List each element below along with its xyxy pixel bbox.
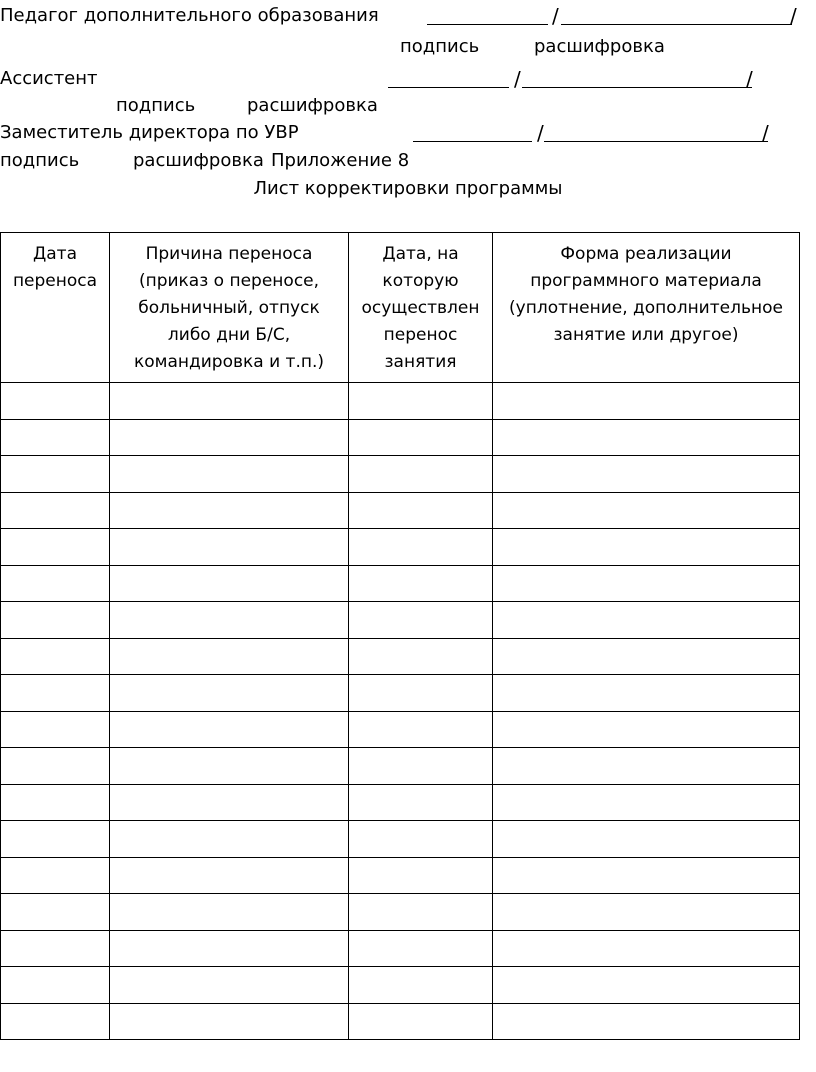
decoding-line-assistant <box>522 87 752 88</box>
role-deputy-director: Заместитель директора по УВР <box>0 122 299 143</box>
cell-transfer-reason <box>110 1003 349 1040</box>
cell-transfer-date <box>1 930 110 967</box>
cell-transfer-reason <box>110 419 349 456</box>
cell-implementation-form <box>493 711 800 748</box>
table-row <box>1 383 800 420</box>
cell-transfer-date <box>1 565 110 602</box>
role-assistant: Ассистент <box>0 68 98 89</box>
table-row <box>1 784 800 821</box>
caption-signature-teacher: подпись <box>400 36 480 57</box>
table-row <box>1 675 800 712</box>
caption-decoding-teacher: расшифровка <box>534 36 665 57</box>
table-row <box>1 748 800 785</box>
cell-implementation-form <box>493 565 800 602</box>
cell-new-date <box>349 675 493 712</box>
table-row <box>1 1003 800 1040</box>
table-row <box>1 602 800 639</box>
cell-new-date <box>349 456 493 493</box>
cell-implementation-form <box>493 602 800 639</box>
cell-transfer-reason <box>110 529 349 566</box>
table-row <box>1 638 800 675</box>
cell-implementation-form <box>493 638 800 675</box>
cell-transfer-date <box>1 638 110 675</box>
cell-transfer-reason <box>110 638 349 675</box>
cell-transfer-reason <box>110 857 349 894</box>
cell-new-date <box>349 492 493 529</box>
cell-transfer-reason <box>110 565 349 602</box>
cell-transfer-date <box>1 894 110 931</box>
appendix-label: Приложение 8 <box>271 150 410 171</box>
cell-implementation-form <box>493 529 800 566</box>
cell-transfer-reason <box>110 711 349 748</box>
cell-transfer-reason <box>110 894 349 931</box>
cell-implementation-form <box>493 1003 800 1040</box>
slash-deputy-1: / <box>537 121 544 145</box>
cell-transfer-reason <box>110 821 349 858</box>
table-row <box>1 821 800 858</box>
cell-transfer-date <box>1 675 110 712</box>
slash-teacher-2: / <box>790 4 797 28</box>
table-row <box>1 930 800 967</box>
slash-assistant-1: / <box>514 67 521 91</box>
cell-transfer-date <box>1 529 110 566</box>
cell-implementation-form <box>493 930 800 967</box>
caption-decoding-deputy: расшифровка <box>133 150 264 171</box>
table-row <box>1 711 800 748</box>
cell-new-date <box>349 967 493 1004</box>
cell-transfer-reason <box>110 748 349 785</box>
cell-implementation-form <box>493 675 800 712</box>
cell-transfer-date <box>1 967 110 1004</box>
table-row <box>1 967 800 1004</box>
cell-new-date <box>349 894 493 931</box>
cell-transfer-date <box>1 821 110 858</box>
caption-signature-assistant: подпись <box>116 95 196 116</box>
header-implementation-form <box>493 233 800 383</box>
sheet-title: Лист корректировки программы <box>253 178 563 199</box>
cell-new-date <box>349 529 493 566</box>
table-row <box>1 419 800 456</box>
cell-transfer-reason <box>110 492 349 529</box>
cell-new-date <box>349 602 493 639</box>
header-transfer-reason-label: Причина переноса (приказ о переносе, больничный, отпуск либо дни Б/С, командировка и т.п.) <box>133 244 325 372</box>
decoding-line-deputy <box>544 141 768 142</box>
signature-line-assistant <box>388 87 509 88</box>
cell-new-date <box>349 930 493 967</box>
header-transfer-date-label: Дата переноса <box>12 244 98 291</box>
slash-assistant-2: / <box>746 67 753 91</box>
cell-transfer-reason <box>110 967 349 1004</box>
header-transfer-reason <box>110 233 349 383</box>
cell-transfer-date <box>1 602 110 639</box>
table-row <box>1 894 800 931</box>
slash-teacher-1: / <box>552 4 559 28</box>
table-row <box>1 857 800 894</box>
cell-transfer-date <box>1 1003 110 1040</box>
signature-line-teacher <box>427 24 548 25</box>
cell-transfer-reason <box>110 456 349 493</box>
caption-signature-deputy: подпись <box>0 150 80 171</box>
cell-implementation-form <box>493 748 800 785</box>
cell-implementation-form <box>493 857 800 894</box>
cell-transfer-date <box>1 711 110 748</box>
cell-implementation-form <box>493 967 800 1004</box>
cell-transfer-date <box>1 784 110 821</box>
cell-new-date <box>349 711 493 748</box>
cell-transfer-date <box>1 456 110 493</box>
slash-deputy-2: / <box>762 121 769 145</box>
header-implementation-form-label: Форма реализации программного материала (уплотнение, дополнительное занятие или другое) <box>509 244 783 345</box>
cell-new-date <box>349 383 493 420</box>
table-row <box>1 565 800 602</box>
header-new-date-label: Дата, на которую осуществлен перенос занятия <box>361 244 480 372</box>
header-new-date <box>349 233 493 383</box>
cell-new-date <box>349 565 493 602</box>
cell-implementation-form <box>493 894 800 931</box>
table-body <box>1 383 800 1040</box>
cell-implementation-form <box>493 821 800 858</box>
table-row <box>1 492 800 529</box>
cell-transfer-reason <box>110 602 349 639</box>
cell-implementation-form <box>493 492 800 529</box>
table-row <box>1 529 800 566</box>
caption-decoding-assistant: расшифровка <box>247 95 378 116</box>
table-header-row <box>1 233 800 383</box>
cell-transfer-date <box>1 748 110 785</box>
cell-implementation-form <box>493 784 800 821</box>
cell-transfer-date <box>1 857 110 894</box>
cell-transfer-date <box>1 383 110 420</box>
cell-new-date <box>349 821 493 858</box>
table-row <box>1 456 800 493</box>
cell-transfer-date <box>1 419 110 456</box>
cell-new-date <box>349 748 493 785</box>
header-transfer-date <box>1 233 110 383</box>
cell-new-date <box>349 1003 493 1040</box>
correction-table <box>0 232 800 1040</box>
cell-transfer-date <box>1 492 110 529</box>
cell-new-date <box>349 857 493 894</box>
cell-transfer-reason <box>110 383 349 420</box>
cell-transfer-reason <box>110 930 349 967</box>
cell-new-date <box>349 638 493 675</box>
cell-transfer-reason <box>110 675 349 712</box>
cell-implementation-form <box>493 419 800 456</box>
cell-transfer-reason <box>110 784 349 821</box>
cell-implementation-form <box>493 383 800 420</box>
decoding-line-teacher <box>561 24 792 25</box>
cell-new-date <box>349 419 493 456</box>
cell-implementation-form <box>493 456 800 493</box>
signature-line-deputy <box>413 141 532 142</box>
role-teacher: Педагог дополнительного образования <box>0 5 379 26</box>
cell-new-date <box>349 784 493 821</box>
